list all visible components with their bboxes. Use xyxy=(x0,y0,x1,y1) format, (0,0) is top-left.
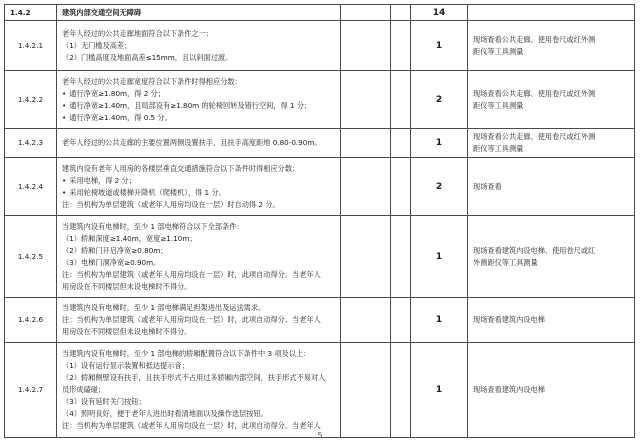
requirement-line: （3）电梯门洞净宽≥0.90m。 xyxy=(62,257,161,267)
requirement-bullet: • 通行净宽≥1.80m，得 2 分； xyxy=(62,88,335,100)
requirement-line: 当建筑内设有电梯时，至少 1 部电梯符合以下全部条件： xyxy=(62,221,244,231)
section-score: 14 xyxy=(411,5,468,21)
section-title: 建筑内部交通空间无障碍 xyxy=(57,5,341,21)
method-line: 现场查看公共走廊、使用卷尺或红外测 xyxy=(473,132,596,141)
item-requirement xyxy=(57,129,341,158)
table-row xyxy=(5,343,635,438)
item-method xyxy=(468,158,635,216)
empty-cell xyxy=(391,129,411,158)
item-code: 1.4.2.6 xyxy=(5,298,57,343)
requirement-bullet: • 通行净宽≥1.40m，且局部设有≥1.80m 的轮椅回转及错行空间，得 1 分； xyxy=(62,100,335,112)
requirement-line: 老年人经过的公共走廊宽度符合以下条件时得相应分数： xyxy=(62,76,242,86)
item-method xyxy=(468,216,635,298)
requirement-line: 老年人经过的公共走廊的主要位置两侧设置扶手，且扶手高度距地 0.80-0.90m。 xyxy=(62,138,322,147)
empty-cell xyxy=(391,5,411,21)
method-line: 现场查看建筑内设电梯 xyxy=(473,385,545,394)
method-line: 现场查看公共走廊、使用卷尺或红外测 xyxy=(473,34,596,44)
item-requirement xyxy=(57,71,341,129)
table-row xyxy=(5,298,635,343)
requirement-note: 注：当机构为单层建筑（或老年人用房均设在一层）时，此项自动得分。当老年人 xyxy=(62,269,321,279)
item-requirement xyxy=(57,216,341,298)
requirement-line: 老年人经过的公共走廊地面符合以下条件之一： xyxy=(62,28,213,38)
item-method xyxy=(468,129,635,158)
empty-cell xyxy=(341,71,391,129)
empty-cell xyxy=(341,158,391,216)
table-row xyxy=(5,21,635,71)
requirement-line: （3）设有延时关门按钮； xyxy=(62,397,146,406)
table-row xyxy=(5,216,635,298)
requirement-note: 用房设在不同楼层但未设电梯时不得分。 xyxy=(62,327,192,336)
item-score: 1 xyxy=(411,216,468,298)
scoring-table xyxy=(4,4,635,438)
empty-cell xyxy=(391,21,411,71)
table-row xyxy=(5,129,635,158)
requirement-note: 注：当机构为单层建筑（或老年人用房均设在一层）时自动得 2 分。 xyxy=(62,199,280,209)
table-row xyxy=(5,158,635,216)
requirement-line: （1）无门槛及高差； xyxy=(62,40,132,50)
empty-cell xyxy=(341,298,391,343)
requirement-bullet: • 采用轮椅坡道或楼梯升降机（爬楼机），得 1 分。 xyxy=(62,187,335,199)
empty-cell xyxy=(341,343,391,438)
item-requirement xyxy=(57,343,341,438)
empty-cell xyxy=(341,5,391,21)
requirement-bullet: • 通行净宽≥1.40m，得 0.5 分。 xyxy=(62,112,335,124)
method-line: 现场查看建筑内设电梯、使用卷尺或红 xyxy=(473,245,596,255)
item-code: 1.4.2.1 xyxy=(5,21,57,71)
item-score: 2 xyxy=(411,71,468,129)
method-line: 现场查看建筑内设电梯 xyxy=(473,315,545,324)
item-code: 1.4.2.7 xyxy=(5,343,57,438)
item-code: 1.4.2.2 xyxy=(5,71,57,129)
item-score: 1 xyxy=(411,298,468,343)
item-method xyxy=(468,71,635,129)
empty-cell xyxy=(391,298,411,343)
item-code: 1.4.2.3 xyxy=(5,129,57,158)
requirement-note: 注：当机构为单层建筑（或老年人用房均设在一层）时，此项自动得分。当老年人 xyxy=(62,421,321,430)
method-line: 现场查看公共走廊、使用卷尺或红外测 xyxy=(473,88,596,98)
requirement-line: 当建筑内设有电梯时，至少 1 部电梯满足担架进出及运送需求。 xyxy=(62,303,266,312)
method-line: 距仪等工具测量 xyxy=(473,100,524,110)
empty-cell xyxy=(391,71,411,129)
requirement-line: 建筑内设有老年人用房的各楼层垂直交通措施符合以下条件时得相应分数： xyxy=(62,163,300,173)
item-code: 1.4.2.5 xyxy=(5,216,57,298)
section-code: 1.4.2 xyxy=(5,5,57,21)
requirement-note: 注：当机构为单层建筑（或老年人用房均设在一层）时，此项自动得分。当老年人 xyxy=(62,315,321,324)
requirement-line: 员形成磕碰； xyxy=(62,385,106,394)
requirement-line: （2）门槛高度及地面高差≤15mm，且以斜面过渡。 xyxy=(62,52,233,62)
empty-cell xyxy=(468,5,635,21)
method-line: 现场查看 xyxy=(473,181,502,191)
item-score: 1 xyxy=(411,129,468,158)
empty-cell xyxy=(341,216,391,298)
empty-cell xyxy=(391,216,411,298)
empty-cell xyxy=(391,343,411,438)
requirement-line: （2）轿厢门开启净宽≥0.80m； xyxy=(62,245,168,255)
section-header-row xyxy=(5,5,635,21)
item-requirement xyxy=(57,298,341,343)
empty-cell xyxy=(341,129,391,158)
item-score: 2 xyxy=(411,158,468,216)
requirement-line: （2）轿厢侧壁设有扶手，且扶手形式不占用过多轿厢内部空间，扶手形式不易对人 xyxy=(62,373,326,382)
item-score: 1 xyxy=(411,343,468,438)
item-score: 1 xyxy=(411,21,468,71)
requirement-line: （1）轿厢深度≥1.40m，宽度≥1.10m； xyxy=(62,233,197,243)
requirement-line: 当建筑内设有电梯时，至少 1 部电梯的轿厢配置符合以下条件中 3 项及以上： xyxy=(62,349,311,358)
requirement-line: （1）设有运行显示装置和抵达提示音； xyxy=(62,361,189,370)
item-method xyxy=(468,298,635,343)
method-line: 外测距仪等工具测量 xyxy=(473,257,538,267)
requirement-line: （4）照明良好，便于老年人进出时看清地面以及操作选层按钮。 xyxy=(62,409,268,418)
item-requirement xyxy=(57,21,341,71)
empty-cell xyxy=(391,158,411,216)
requirement-note: 用房设在不同楼层但未设电梯时不得分。 xyxy=(62,281,192,291)
item-method xyxy=(468,343,635,438)
item-code: 1.4.2.4 xyxy=(5,158,57,216)
empty-cell xyxy=(341,21,391,71)
page-number: 5 xyxy=(317,431,323,440)
table-row xyxy=(5,71,635,129)
method-line: 距仪等工具测量 xyxy=(473,46,524,56)
requirement-bullet: • 采用电梯，得 2 分； xyxy=(62,175,335,187)
item-requirement xyxy=(57,158,341,216)
method-line: 距仪等工具测量 xyxy=(473,144,524,153)
item-method xyxy=(468,21,635,71)
